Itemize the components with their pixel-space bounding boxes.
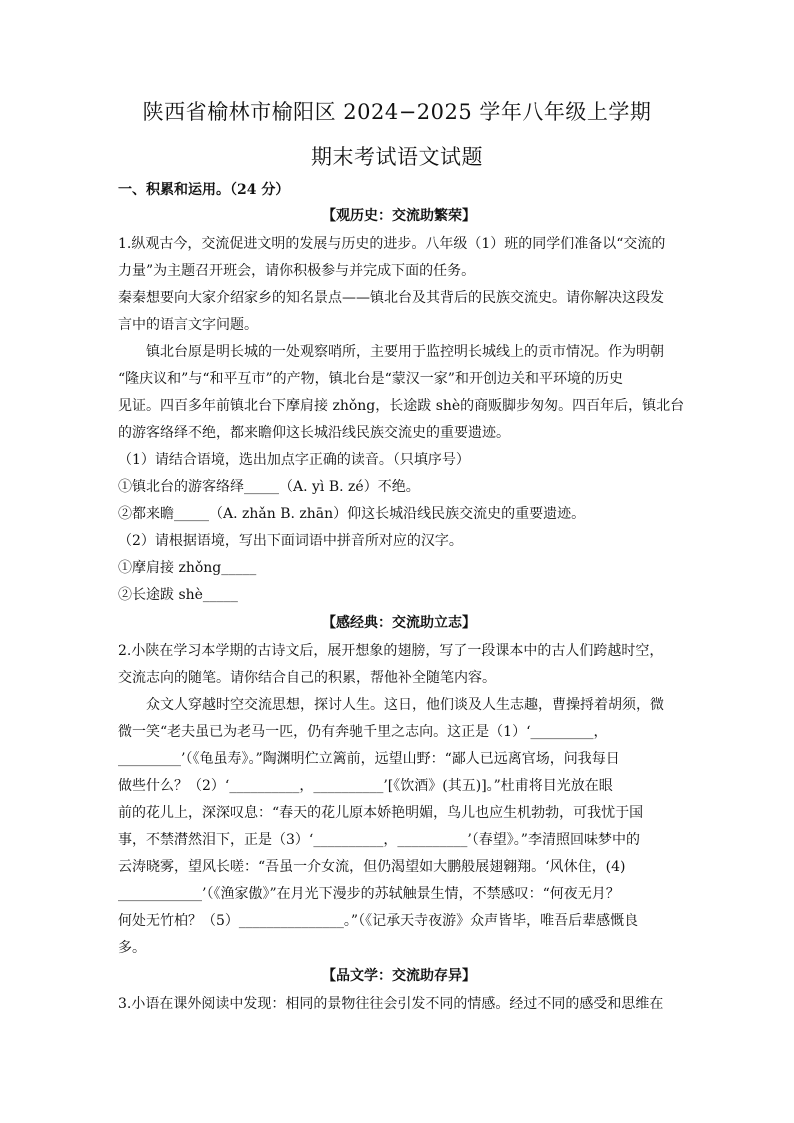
q2-passage-line: 做些什么？（2）‘__________，__________’[《饮酒》(其五)]。”杜甫将目光放在眼: [118, 778, 613, 794]
q1-line: 力量”为主题召开班会，请你积极参与并完成下面的任务。: [118, 263, 476, 279]
q1-line: 言中的语言文字问题。: [118, 317, 258, 333]
q2-passage-line: 微一笑“老夫虽已为老马一匹，仍有奔驰千里之志向。这正是（1）‘_________，: [118, 724, 608, 740]
q2-passage-line: 事，不禁潸然泪下，正是（3）‘__________，__________’（春望》。”李清照回味梦中的: [118, 832, 640, 848]
q1-passage-line: 见证。四百多年前镇北台下摩肩接 zhǒng，长途跋 shè的商贩脚步匆匆。四百年后，镇北台: [118, 398, 685, 414]
q1-line: 秦秦想要向大家介绍家乡的知名景点——镇北台及其背后的民族交流史。请你解决这段发: [118, 290, 664, 306]
q1-sub1-item-b: ②都来瞻_____（A. zhǎn B. zhān）仰这长城沿线民族交流史的重要遗迹。: [118, 506, 586, 522]
q1-sub2-item-a: ①摩肩接 zhǒng_____: [118, 560, 257, 576]
subsection-heading-classics: 【感经典：交流助立志】: [322, 615, 476, 631]
q3-line: 3.小语在课外阅读中发现：相同的景物往往会引发不同的情感。经过不同的感受和思维在: [118, 996, 664, 1012]
q2-passage-line: ____________’（《渔家傲》”在月光下漫步的苏轼触景生情，不禁感叹：“何夜无月？: [118, 886, 620, 902]
subsection-heading-literature: 【品文学：交流助存异】: [322, 968, 476, 984]
q1-passage-line: 镇北台原是明长城的一处观察哨所，主要用于监控明长城线上的贡市情况。作为明朝: [146, 344, 664, 360]
q1-line: 1.纵观古今，交流促进文明的发展与历史的进步。八年级（1）班的同学们准备以“交流的: [118, 236, 666, 252]
q2-line: 交流志向的随笔。请你结合自己的积累，帮他补全随笔内容。: [118, 670, 496, 686]
q1-sub2-prompt: （2）请根据语境，写出下面词语中拼音所对应的汉字。: [118, 533, 463, 549]
q2-passage-line: 众文人穿越时空交流思想，探讨人生。这日，他们谈及人生志趣，曹操捋着胡须，微: [146, 697, 664, 713]
q2-passage-line: 云涛晓雾，望风长嗟：“吾虽一介女流，但仍渴望如大鹏般展翅翱翔。‘风休住，(4): [118, 859, 626, 875]
subsection-heading-history: 【观历史：交流助繁荣】: [322, 208, 476, 224]
q1-sub1-prompt: （1）请结合语境，选出加点字正确的读音。（只填序号）: [118, 452, 470, 468]
q2-passage-line: _________’（《龟虽寿》。”陶渊明伫立篱前，远望山野：“鄙人已远离官场，问我每日: [118, 751, 620, 767]
q2-passage-line: 前的花儿上，深深叹息：“春天的花儿原本娇艳明媚，鸟儿也应生机勃勃，可我忧于国: [118, 805, 644, 821]
q1-passage-line: 的游客络绎不绝，都来瞻仰这长城沿线民族交流史的重要遗迹。: [118, 425, 510, 441]
exam-title-line1: 陕西省榆林市榆阳区 2024−2025 学年八年级上学期: [142, 100, 652, 124]
section-heading: 一、积累和运用。（24 分）: [118, 182, 290, 198]
q2-passage-line: 多。: [118, 940, 146, 956]
q1-sub1-item-a: ①镇北台的游客络绎_____（A. yì B. zé）不绝。: [118, 479, 420, 495]
q1-passage-line: “隆庆议和”与“和平互市”的产物，镇北台是“蒙汉一家”和开创边关和平环境的历史: [118, 371, 623, 387]
q2-passage-line: 何处无竹柏？（5）_______________。”（《记承天寺夜游》众声皆毕，唯吾后辈感慨良: [118, 913, 639, 929]
q1-sub2-item-b: ②长途跋 shè_____: [118, 587, 238, 603]
exam-title-line2: 期末考试语文试题: [311, 145, 483, 169]
q2-line: 2.小陕在学习本学期的古诗文后，展开想象的翅膀，写了一段课本中的古人们跨越时空，: [118, 643, 664, 659]
